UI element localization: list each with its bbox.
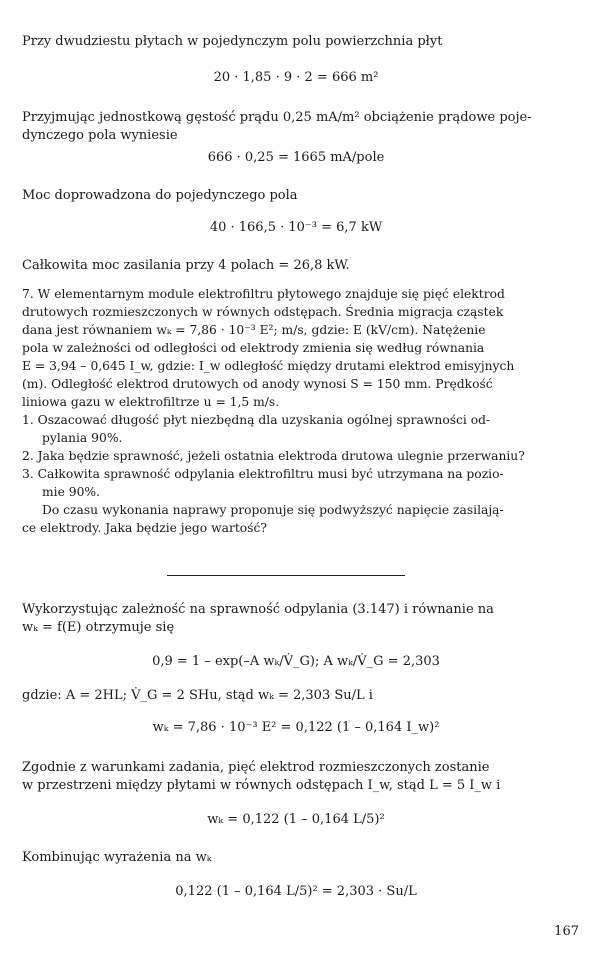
solution-line: Kombinując wyrażenia na wₖ — [22, 850, 212, 865]
solution-line: Zgodnie z warunkami zadania, pięć elektrod rozmieszczonych zostanie — [22, 760, 490, 775]
question-3-cont: mie 90%. — [42, 485, 101, 499]
question-3: 3. Całkowita sprawność odpylania elektrofiltru musi być utrzymana na pozio- — [22, 467, 504, 481]
paragraph: Moc doprowadzona do pojedynczego pola — [22, 188, 298, 203]
paragraph-line: dynczego pola wyniesie — [22, 128, 178, 143]
page-number: 167 — [554, 924, 579, 939]
equation: wₖ = 0,122 (1 – 0,164 L/5)² — [207, 812, 385, 827]
task-line: pola w zależności od odległości od elektrody zmienia się według równania — [22, 341, 485, 355]
equation: 20 · 1,85 · 9 · 2 = 666 m² — [213, 70, 379, 85]
paragraph-line: Przyjmując jednostkową gęstość prądu 0,25 mA/m² obciążenie prądowe poje- — [22, 110, 532, 125]
equation: 40 · 166,5 · 10⁻³ = 6,7 kW — [209, 220, 383, 235]
equation: 0,9 = 1 – exp(–A wₖ/V̇_G); A wₖ/V̇_G = 2,303 — [152, 654, 440, 669]
task-line: drutowych rozmieszczonych w równych odstępach. Średnia migracja cząstek — [22, 305, 504, 319]
task-line: liniowa gazu w elektrofiltrze u = 1,5 m/s. — [22, 395, 280, 409]
paragraph: Całkowita moc zasilania przy 4 polach = 26,8 kW. — [22, 258, 350, 273]
question-3-cont: ce elektrody. Jaka będzie jego wartość? — [22, 521, 267, 535]
solution-line: wₖ = f(E) otrzymuje się — [22, 620, 175, 635]
task-line: (m). Odległość elektrod drutowych od anody wynosi S = 150 mm. Prędkość — [22, 377, 493, 391]
question-1: 1. Oszacować długość płyt niezbędną dla uzyskania ogólnej sprawności od- — [22, 413, 491, 427]
task-line: 7. W elementarnym module elektrofiltru płytowego znajduje się pięć elektrod — [22, 287, 505, 301]
section-divider — [167, 575, 405, 576]
equation: wₖ = 7,86 · 10⁻³ E² = 0,122 (1 – 0,164 I_w)² — [152, 720, 440, 735]
question-2: 2. Jaka będzie sprawność, jeżeli ostatnia elektroda drutowa ulegnie przerwaniu? — [22, 449, 525, 463]
paragraph: Przy dwudziestu płytach w pojedynczym polu powierzchnia płyt — [22, 34, 443, 49]
equation: 0,122 (1 – 0,164 L/5)² = 2,303 · Su/L — [175, 884, 417, 899]
task-line: dana jest równaniem wₖ = 7,86 · 10⁻³ E²; m/s, gdzie: E (kV/cm). Natężenie — [22, 323, 486, 337]
task-line: E = 3,94 – 0,645 I_w, gdzie: I_w odległość między drutami elektrod emisyjnych — [22, 359, 515, 373]
solution-line: gdzie: A = 2HL; V̇_G = 2 SHu, stąd wₖ = 2,303 Su/L i — [22, 688, 373, 703]
solution-line: w przestrzeni między płytami w równych odstępach I_w, stąd L = 5 I_w i — [22, 778, 501, 793]
question-1-cont: pylania 90%. — [42, 431, 123, 445]
solution-line: Wykorzystując zależność na sprawność odpylania (3.147) i równanie na — [22, 602, 494, 617]
equation: 666 · 0,25 = 1665 mA/pole — [207, 150, 385, 165]
question-3-cont: Do czasu wykonania naprawy proponuje się podwyższyć napięcie zasilają- — [42, 503, 504, 517]
